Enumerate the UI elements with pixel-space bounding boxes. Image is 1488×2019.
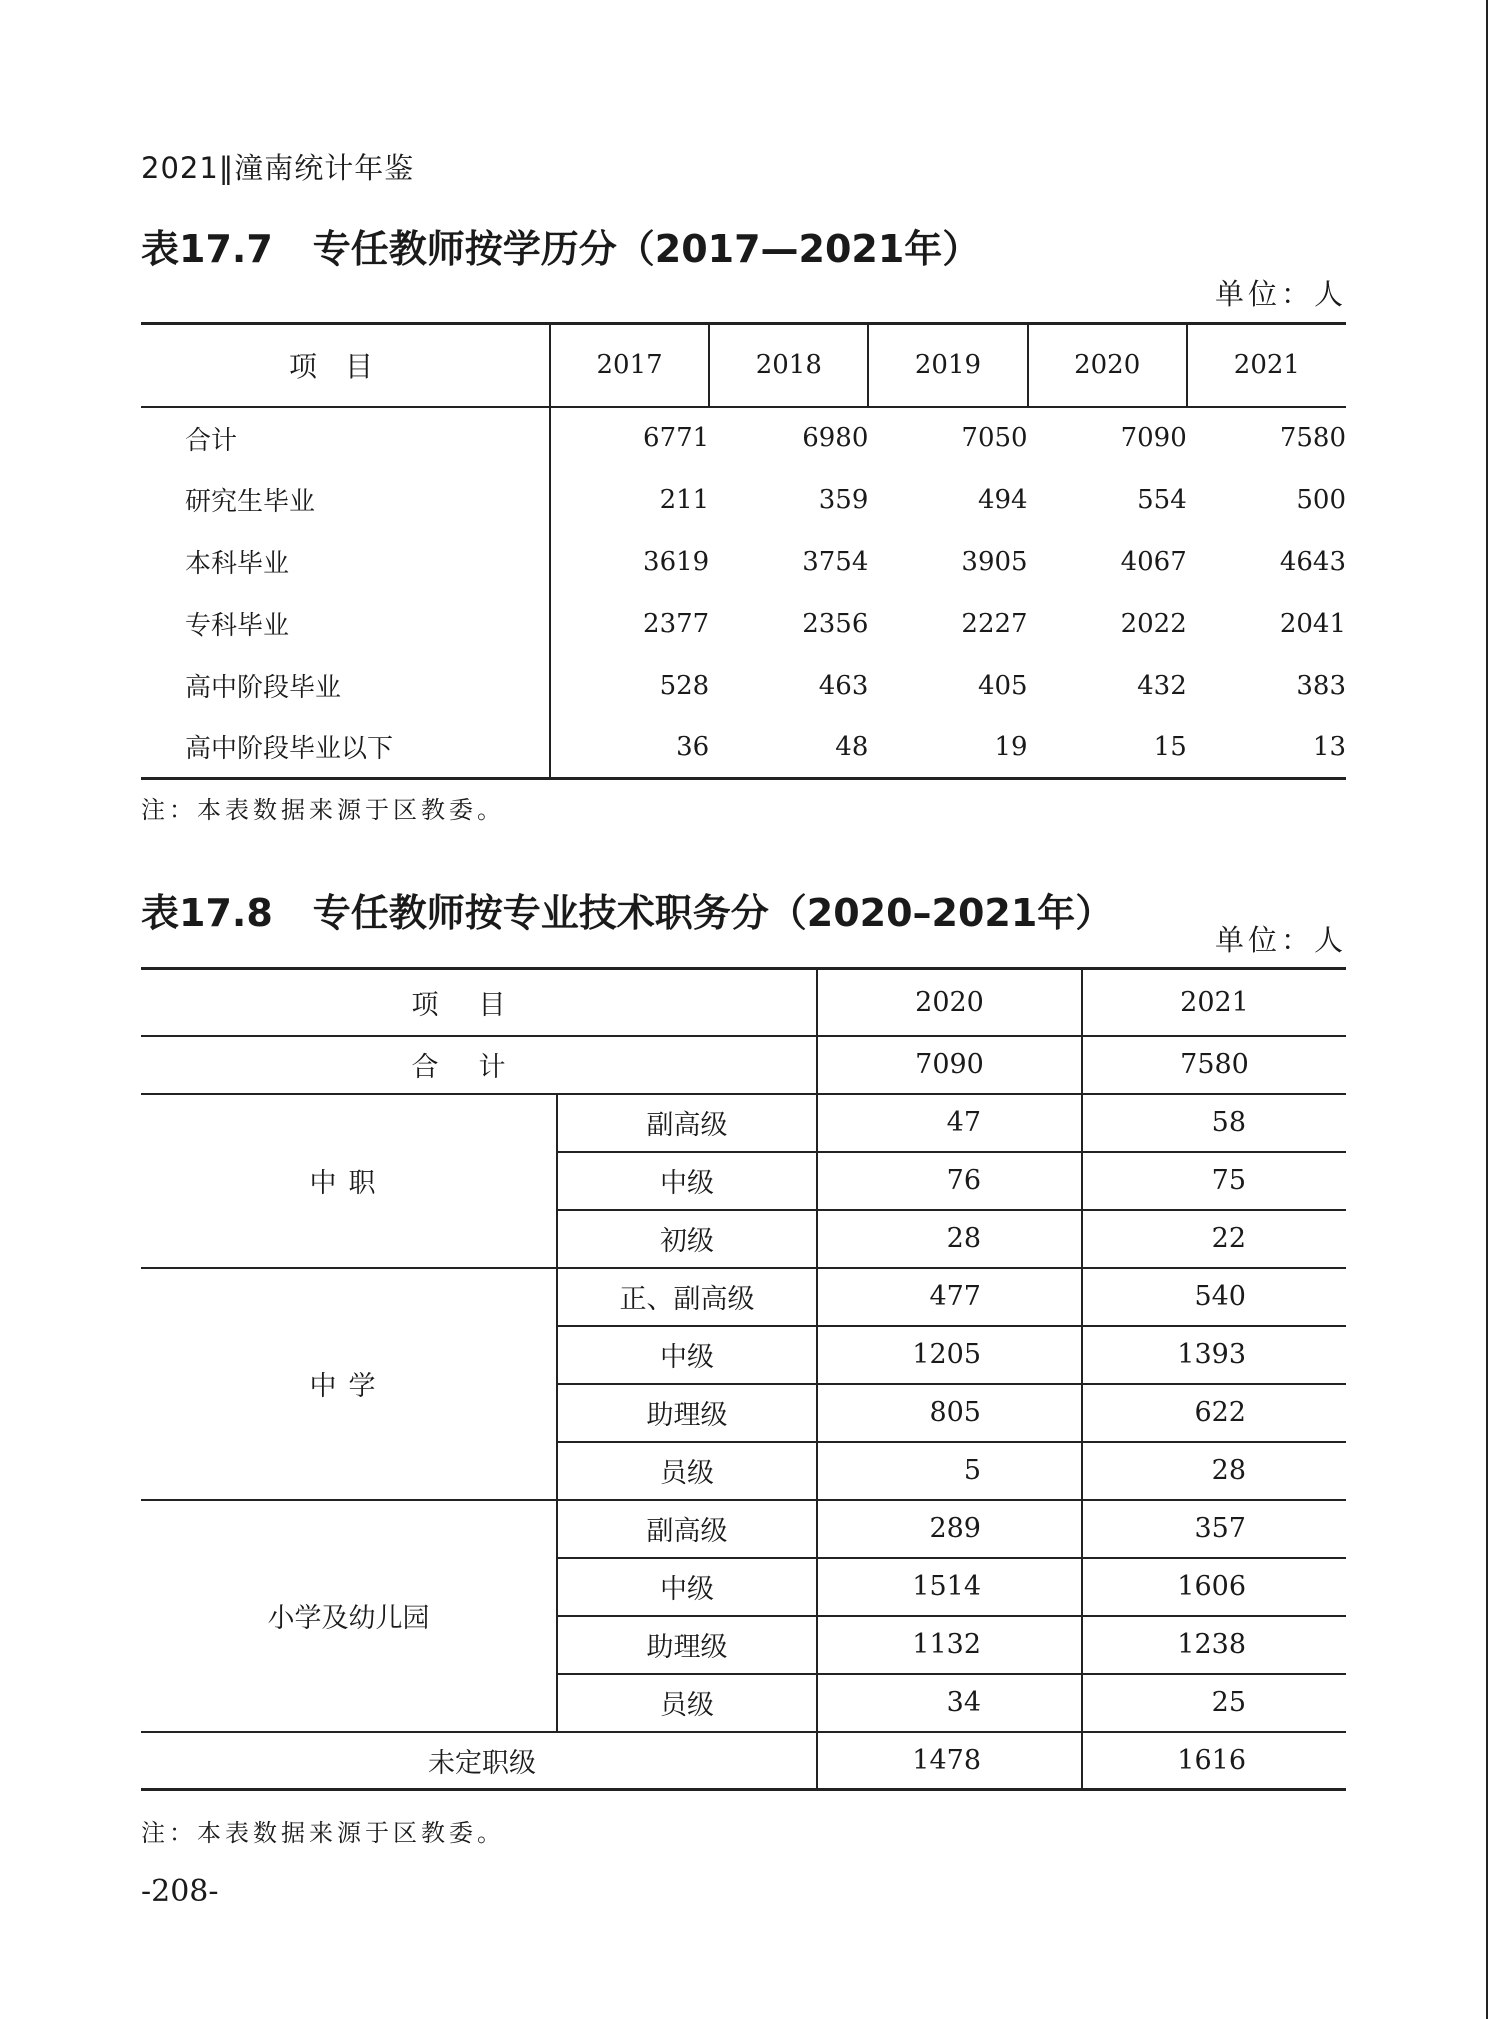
table-row — [141, 717, 1346, 779]
cell: 4067 — [1120, 546, 1187, 577]
cell: 7580 — [1082, 1036, 1346, 1094]
header-row — [141, 324, 1346, 407]
cell: 47 — [817, 1094, 1082, 1152]
header-item: 项目 — [141, 324, 550, 407]
cell: 15 — [1028, 717, 1187, 779]
row-label: 助理级 — [557, 1384, 817, 1442]
cell: 7580 — [1279, 423, 1346, 453]
cell: 2356 — [802, 608, 869, 639]
undetermined-row — [141, 1732, 1346, 1790]
cell: 1616 — [1082, 1732, 1346, 1790]
cell: 1238 — [1082, 1616, 1346, 1674]
cell: 7090 — [1120, 423, 1187, 453]
cell: 359 — [818, 484, 869, 515]
header-year: 2020 — [817, 969, 1082, 1036]
table-number: 表17.7 — [141, 227, 273, 271]
cell: 383 — [1296, 670, 1346, 701]
table-row — [141, 593, 1346, 655]
row-label: 合计 — [141, 407, 550, 469]
table-17-7-title — [141, 218, 980, 273]
cell: 3754 — [802, 546, 869, 577]
group-label: 中职 — [141, 1094, 557, 1268]
cell: 1205 — [817, 1326, 1082, 1384]
cell: 2041 — [1279, 608, 1346, 639]
header-year: 2020 — [1028, 324, 1187, 407]
cell: 3619 — [643, 546, 710, 577]
unit-label: 单位：人 — [1214, 277, 1347, 311]
header-year: 2021 — [1187, 324, 1346, 407]
cell: 36 — [550, 717, 709, 779]
row-label: 研究生毕业 — [141, 469, 550, 531]
table-row — [141, 1268, 1346, 1326]
cell: 2377 — [643, 608, 710, 639]
page-number: -208- — [141, 1874, 219, 1909]
row-label: 副高级 — [557, 1094, 817, 1152]
cell: 25 — [1082, 1674, 1346, 1732]
cell: 289 — [817, 1500, 1082, 1558]
cell: 22 — [1082, 1210, 1346, 1268]
cell: 1514 — [817, 1558, 1082, 1616]
header-year: 2017 — [550, 324, 709, 407]
row-label: 高中阶段毕业以下 — [141, 717, 550, 779]
row-label: 中级 — [557, 1326, 817, 1384]
cell: 405 — [977, 670, 1028, 701]
cell: 554 — [1137, 484, 1187, 515]
cell: 13 — [1187, 717, 1346, 779]
row-label: 中级 — [557, 1152, 817, 1210]
cell: 75 — [1082, 1152, 1346, 1210]
cell: 2022 — [1120, 608, 1187, 639]
cell: 4643 — [1279, 546, 1346, 577]
table-row — [141, 531, 1346, 593]
table-caption: 专任教师按学历分（2017—2021年） — [312, 227, 981, 271]
running-head: 2021‖潼南统计年鉴 — [141, 151, 415, 185]
cell: 19 — [868, 717, 1027, 779]
table-row — [141, 1094, 1346, 1152]
cell: 357 — [1082, 1500, 1346, 1558]
table-number: 表17.8 — [141, 891, 273, 935]
cell: 463 — [818, 670, 869, 701]
cell: 28 — [817, 1210, 1082, 1268]
cell: 805 — [817, 1384, 1082, 1442]
row-label: 初级 — [557, 1210, 817, 1268]
cell: 34 — [817, 1674, 1082, 1732]
cell: 6980 — [802, 423, 869, 453]
education-table — [141, 322, 1346, 780]
row-label: 副高级 — [557, 1500, 817, 1558]
cell: 5 — [817, 1442, 1082, 1500]
cell: 528 — [659, 670, 710, 701]
cell: 500 — [1296, 484, 1346, 515]
row-label: 专科毕业 — [141, 593, 550, 655]
cell: 2227 — [961, 608, 1028, 639]
cell: 28 — [1082, 1442, 1346, 1500]
row-label: 中级 — [557, 1558, 817, 1616]
cell: 494 — [977, 484, 1028, 515]
cell: 1606 — [1082, 1558, 1346, 1616]
table-note: 注：本表数据来源于区教委。 — [141, 796, 505, 824]
header-row — [141, 969, 1346, 1036]
header-year: 2019 — [868, 324, 1027, 407]
header-year: 2018 — [709, 324, 868, 407]
cell: 48 — [709, 717, 868, 779]
table-17-8-title — [141, 882, 1113, 937]
cell: 1393 — [1082, 1326, 1346, 1384]
table-caption: 专任教师按专业技术职务分（2020–2021年） — [312, 891, 1114, 935]
cell: 58 — [1082, 1094, 1346, 1152]
cell: 7050 — [961, 423, 1028, 453]
header-item: 项目 — [141, 969, 817, 1036]
header-year: 2021 — [1082, 969, 1346, 1036]
unit-label: 单位：人 — [1214, 923, 1347, 957]
cell: 1132 — [817, 1616, 1082, 1674]
table-row — [141, 407, 1346, 469]
title-rank-table — [141, 967, 1346, 1791]
row-label: 助理级 — [557, 1616, 817, 1674]
cell: 622 — [1082, 1384, 1346, 1442]
row-label: 员级 — [557, 1674, 817, 1732]
cell: 477 — [817, 1268, 1082, 1326]
table-row — [141, 655, 1346, 717]
row-label: 未定职级 — [141, 1732, 817, 1790]
cell: 432 — [1137, 670, 1187, 701]
cell: 76 — [817, 1152, 1082, 1210]
cell: 1478 — [817, 1732, 1082, 1790]
cell: 211 — [659, 484, 710, 515]
table-note: 注：本表数据来源于区教委。 — [141, 1819, 505, 1847]
cell: 540 — [1082, 1268, 1346, 1326]
row-label: 本科毕业 — [141, 531, 550, 593]
row-label: 合计 — [141, 1036, 817, 1094]
row-label: 正、副高级 — [557, 1268, 817, 1326]
table-row — [141, 469, 1346, 531]
table-row — [141, 1500, 1346, 1558]
row-label: 高中阶段毕业 — [141, 655, 550, 717]
total-row — [141, 1036, 1346, 1094]
cell: 6771 — [643, 423, 710, 453]
cell: 7090 — [817, 1036, 1082, 1094]
group-label: 小学及幼儿园 — [141, 1500, 557, 1732]
row-label: 员级 — [557, 1442, 817, 1500]
group-label: 中学 — [141, 1268, 557, 1500]
cell: 3905 — [961, 546, 1028, 577]
